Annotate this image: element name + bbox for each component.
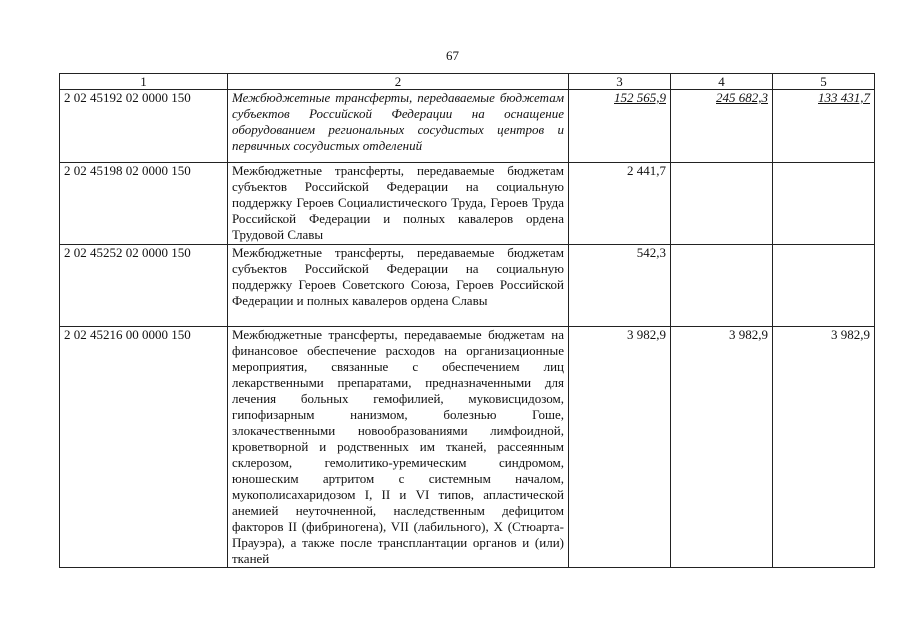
header-col-3: 3: [569, 74, 671, 90]
row-description: Межбюджетные трансферты, передаваемые бюджетам субъектов Российской Федерации на социальную поддержку Героев Социалистического Труда, Героев Труда Российской Федерации и полных кавалеров ордена Трудовой Славы: [228, 163, 569, 245]
row-value-col5: [773, 245, 875, 327]
table-row: [60, 245, 875, 327]
row-description: Межбюджетные трансферты, передаваемые бюджетам субъектов Российской Федерации на социальную поддержку Героев Советского Союза, Героев Российской Федерации и полных кавалеров ордена Славы: [228, 245, 569, 327]
budget-table: [59, 73, 875, 568]
row-value-col4: 245 682,3: [671, 90, 773, 163]
row-value-col4: [671, 245, 773, 327]
row-code: 2 02 45252 02 0000 150: [60, 245, 228, 327]
row-code: 2 02 45198 02 0000 150: [60, 163, 228, 245]
row-value-col5: 133 431,7: [773, 90, 875, 163]
row-code: 2 02 45216 00 0000 150: [60, 327, 228, 568]
header-col-5: 5: [773, 74, 875, 90]
row-value-col3: 152 565,9: [569, 90, 671, 163]
row-description: Межбюджетные трансферты, передаваемые бюджетам субъектов Российской Федерации на оснащение оборудованием региональных сосудистых центров и первичных сосудистых отделений: [228, 90, 569, 163]
row-value-col3: 542,3: [569, 245, 671, 327]
row-value-col3: 2 441,7: [569, 163, 671, 245]
row-value-col5: 3 982,9: [773, 327, 875, 568]
header-col-1: 1: [60, 74, 228, 90]
row-value-col4: 3 982,9: [671, 327, 773, 568]
header-col-4: 4: [671, 74, 773, 90]
header-col-2: 2: [228, 74, 569, 90]
row-value-col4: [671, 163, 773, 245]
row-code: 2 02 45192 02 0000 150: [60, 90, 228, 163]
row-value-col5: [773, 163, 875, 245]
table-header-row: [60, 74, 875, 90]
row-value-col3: 3 982,9: [569, 327, 671, 568]
table-row: [60, 90, 875, 163]
table-row: [60, 163, 875, 245]
table-row: [60, 327, 875, 568]
page-number: 67: [446, 48, 459, 63]
row-description: Межбюджетные трансферты, передаваемые бюджетам на финансовое обеспечение расходов на организационные мероприятия, связанные с обеспечением лиц лекарственными препаратами, предназначенными для лечения больных гемофилией, муковисцидозом, гипофизарным нанизмом, болезнью Гоше, злокачественными новообразованиями лимфоидной, кроветворной и родственных им тканей, рассеянным склерозом, гемолитико-уремическим синдромом, юношеским артритом с системным началом, мукополисахаридозом I, II и VI типов, апластической анемией неуточненной, наследственным дефицитом факторов II (фибриногена), VII (лабильного), X (Стюарта-Прауэра), а также после трансплантации органов и (или) тканей: [228, 327, 569, 568]
